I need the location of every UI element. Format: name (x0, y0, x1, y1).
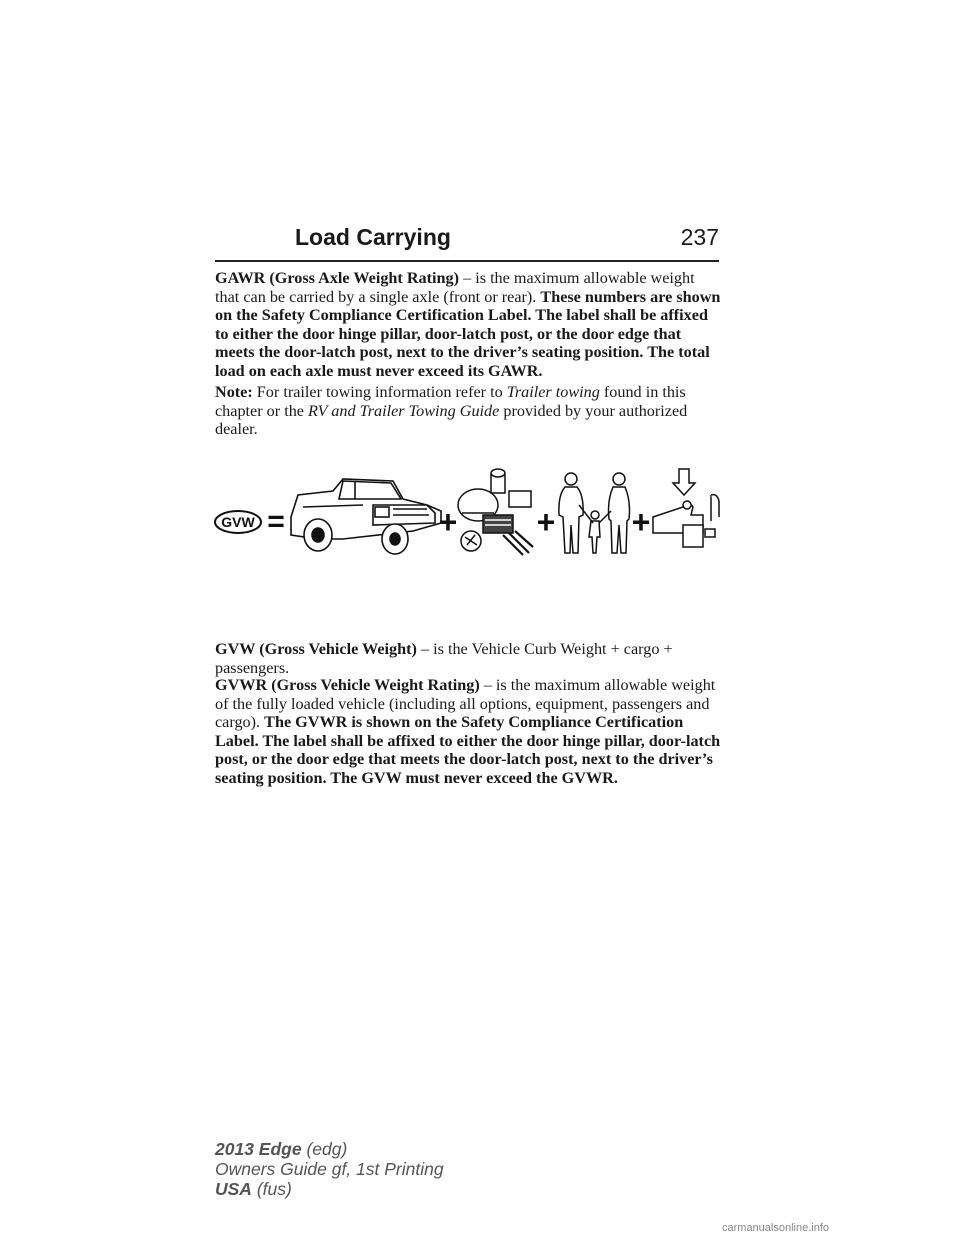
gvw-paragraph (215, 640, 721, 677)
note-text: For trailer towing information refer to (252, 383, 507, 401)
cargo-icon (458, 469, 533, 555)
page-footer (215, 1139, 444, 1199)
note-text: found in this chapter or the (215, 383, 686, 420)
gawr-paragraph (215, 269, 721, 381)
footer-market: USA (215, 1179, 252, 1199)
truck-icon (291, 479, 441, 554)
watermark: carmanualsonline.info (722, 1222, 830, 1234)
gvwr-term: GVWR (Gross Vehicle Weight Rating) (215, 676, 480, 694)
gawr-term: GAWR (Gross Axle Weight Rating) (215, 269, 460, 287)
note-paragraph (215, 383, 721, 439)
note-text: provided by your authorized dealer. (215, 401, 688, 439)
plus-sign: + (438, 504, 458, 540)
footer-guide: Owners Guide gf, 1st Printing (215, 1159, 444, 1179)
page-header (215, 224, 719, 262)
footer-model: 2013 Edge (215, 1139, 302, 1159)
gawr-emphasis: These numbers are shown on the Safety Compliance Certification Label. The label shall be affixed to either the door hinge pillar, door-latch post, or the door edge that meets the door-latch post, next to the driver’s seating position. The total load on each axle must never exceed its GAWR. (215, 287, 721, 380)
gvwr-emphasis: The GVWR is shown on the Safety Compliance Certification Label. The label shall be affixed to either the door hinge pillar, door-latch post, or the door edge that meets the door-latch post, next to the driver’s seating position. The GVW must never exceed the GVWR. (215, 713, 721, 787)
passengers-icon (559, 473, 630, 553)
gvwr-definition: – is the maximum allowable weight of the fully loaded vehicle (including all options, equipment, passengers and cargo). (215, 676, 716, 732)
gvw-definition: – is the Vehicle Curb Weight + cargo + passengers. (215, 640, 673, 677)
page-number: 237 (680, 224, 719, 250)
gawr-definition: – is the maximum allowable weight that can be carried by a single axle (front or rear). (215, 269, 695, 306)
gvw-badge (215, 511, 261, 533)
header-rule (215, 260, 719, 262)
equals-sign: = (267, 505, 285, 538)
towing-guide-link: RV and Trailer Towing Guide (308, 401, 500, 420)
footer-market-code: (fus) (256, 1179, 292, 1199)
gvw-term: GVW (Gross Vehicle Weight) (215, 640, 417, 658)
plus-sign: + (536, 504, 556, 540)
note-label: Note: (215, 383, 253, 401)
plus-sign: + (631, 504, 651, 540)
gvw-illustration (213, 465, 723, 565)
footer-model-code: (edg) (306, 1139, 348, 1159)
hitch-icon (653, 469, 719, 547)
gvwr-paragraph (215, 676, 721, 788)
trailer-towing-link: Trailer towing (506, 383, 600, 401)
section-title: Load Carrying (295, 224, 451, 250)
gvw-badge-label: GVW (221, 514, 255, 530)
